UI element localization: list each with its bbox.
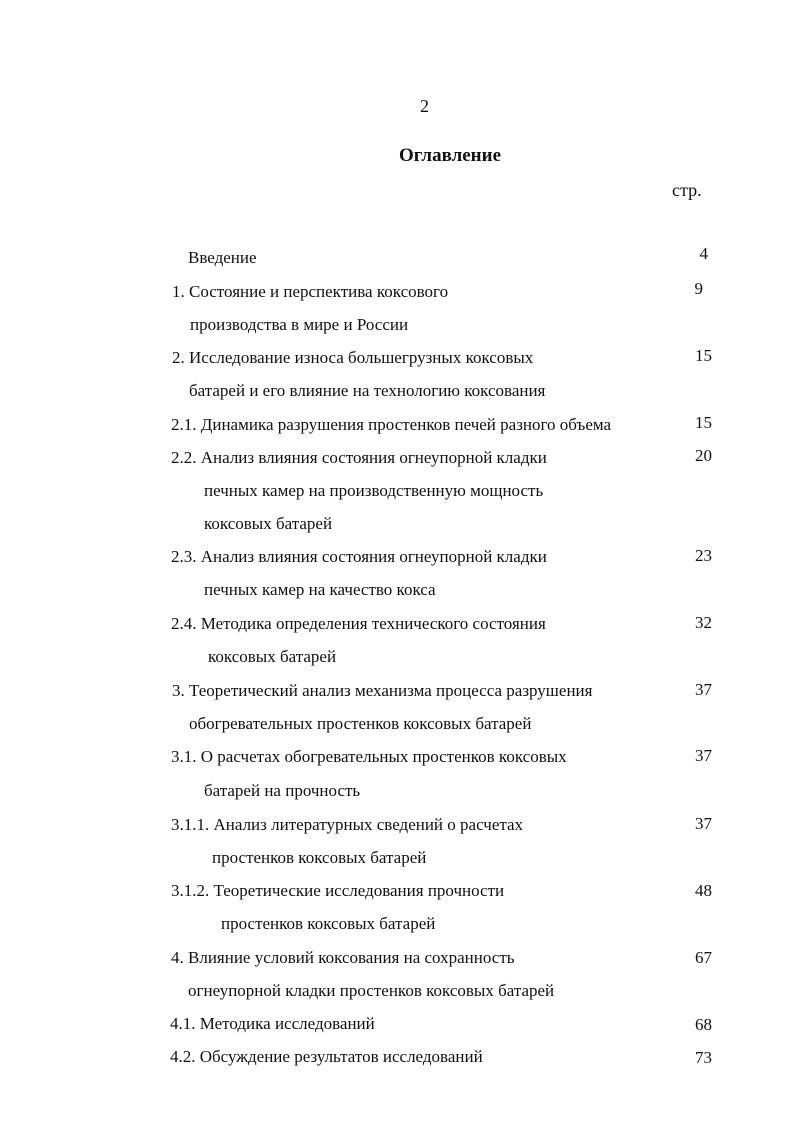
toc-entry-page: 23	[695, 546, 712, 565]
toc-entry-line: печных камер на производственную мощность	[204, 481, 544, 500]
toc-entry-line: 2.1. Динамика разрушения простенков печей разного объема	[171, 415, 612, 434]
toc-entry-line: 3. Теоретический анализ механизма процесса разрушения	[172, 681, 593, 700]
page-number: 2	[420, 96, 429, 116]
toc-entry-page: 37	[695, 746, 712, 765]
toc-entry-line: батарей и его влияние на технологию коксования	[189, 381, 546, 400]
toc-entry-page: 68	[695, 1015, 712, 1034]
toc-entry-line: 2. Исследование износа большегрузных коксовых	[172, 348, 534, 367]
toc-entry-page: 73	[695, 1048, 712, 1067]
toc-entry-page: 32	[695, 613, 712, 632]
toc-entry-line: простенков коксовых батарей	[221, 914, 436, 933]
toc-entry-line: 2.2. Анализ влияния состояния огнеупорной кладки	[171, 448, 547, 467]
toc-entry-page: 15	[695, 413, 712, 432]
toc-entry-line: 3.1. О расчетах обогревательных простенков коксовых	[171, 747, 567, 766]
toc-entry-page: 37	[695, 680, 712, 699]
toc-entry-line: 2.4. Методика определения технического состояния	[171, 614, 546, 633]
toc-entry-line: обогревательных простенков коксовых батарей	[189, 714, 532, 733]
toc-entry-line: 4.2. Обсуждение результатов исследований	[170, 1047, 483, 1066]
toc-entry-page: 15	[695, 346, 712, 365]
toc-entry-page: 4	[699, 244, 708, 263]
toc-entry-line: коксовых батарей	[204, 514, 333, 533]
toc-entry-page: 67	[695, 948, 712, 967]
page-title: Оглавление	[398, 145, 502, 166]
toc-entry-page: 20	[695, 446, 712, 465]
toc-entry-line: Введение	[188, 248, 257, 267]
toc-entry-line: батарей на прочность	[204, 781, 361, 800]
toc-entry-line: 3.1.2. Теоретические исследования прочности	[171, 881, 505, 900]
toc-entry-line: 4. Влияние условий коксования на сохранность	[171, 948, 515, 967]
page-column-label: стр.	[672, 180, 702, 200]
toc-entry-line: производства в мире и России	[190, 315, 409, 334]
toc-entry-line: огнеупорной кладки простенков коксовых батарей	[188, 981, 555, 1000]
toc-entry-page: 9	[694, 279, 703, 298]
toc-entry-line: простенков коксовых батарей	[212, 848, 427, 867]
toc-entry-line: коксовых батарей	[208, 647, 337, 666]
toc-entry-line: 2.3. Анализ влияния состояния огнеупорной кладки	[171, 547, 547, 566]
toc-entry-page: 48	[695, 881, 712, 900]
toc-entry-page: 37	[695, 814, 712, 833]
toc-entry-line: печных камер на качество кокса	[204, 580, 436, 599]
toc-entry-line: 1. Состояние и перспектива коксового	[172, 282, 449, 301]
toc-entry-line: 3.1.1. Анализ литературных сведений о расчетах	[171, 815, 524, 834]
toc-entry-line: 4.1. Методика исследований	[170, 1014, 375, 1033]
